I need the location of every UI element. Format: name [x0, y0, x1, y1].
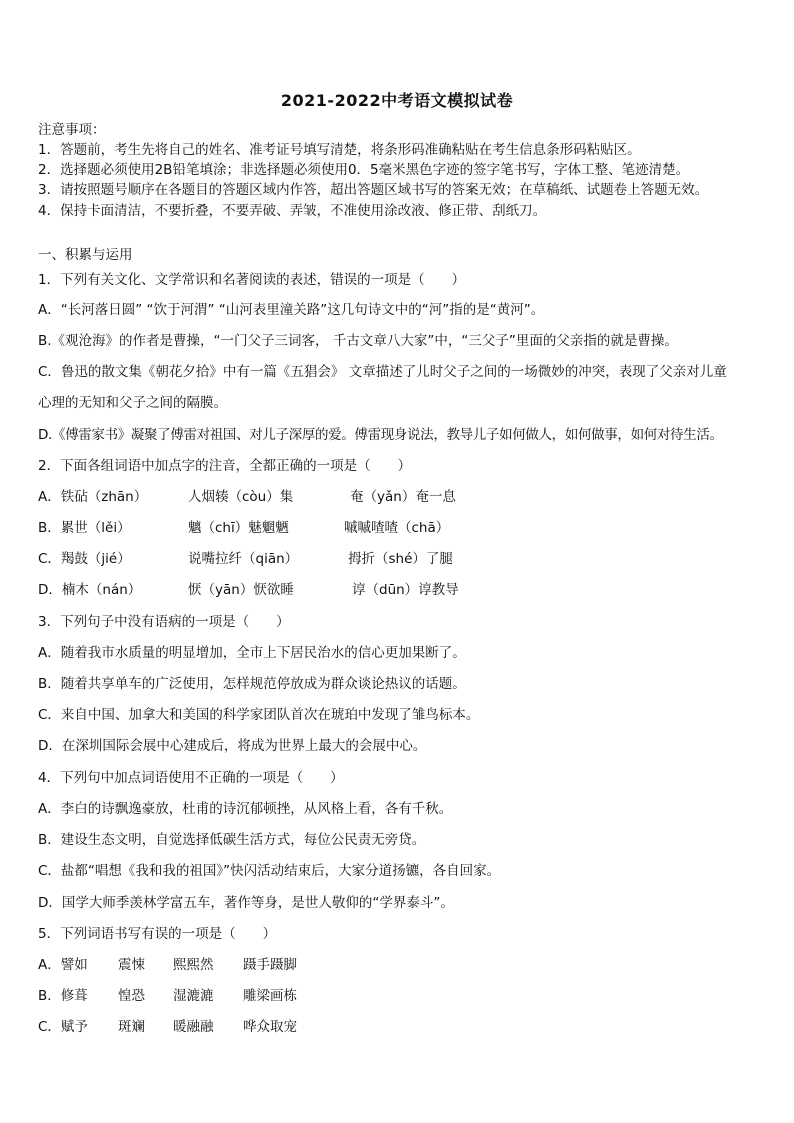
notice-item: 3．请按照题号顺序在各题目的答题区域内作答，超出答题区域书写的答案无效；在草稿纸、试题卷上答题无效。	[38, 182, 709, 198]
option-a-word-3: 奄（yǎn）奄一息	[350, 489, 456, 505]
option-b-word-2: 魑（chī）魅魍魉	[188, 520, 289, 536]
option-b-word-3: 嘁嘁喳喳（chā）	[344, 520, 450, 536]
question-stem: 4．下列句中加点词语使用不正确的一项是（ ）	[38, 770, 344, 786]
option-c-word-3: 哗众取宠	[243, 1019, 297, 1035]
notice-heading: 注意事项：	[38, 122, 106, 138]
option-c: C．鲁迅的散文集《朝花夕拾》中有一篇《五猖会》 文章描述了儿时父子之间的一场微妙的冲突，表现了父亲对儿童	[38, 364, 727, 380]
question-stem: 1．下列有关文化、文学常识和名著阅读的表述，错误的一项是（ ）	[38, 272, 466, 288]
option-a-word-2: 熙熙然	[173, 957, 214, 973]
option-a: A．“长河落日圆” “饮于河渭” “山河表里潼关路”这几句诗文中的“河”指的是“黄河”。	[38, 302, 545, 318]
option-b-word-1: 惶恐	[118, 988, 145, 1004]
question-stem: 5．下列词语书写有误的一项是（ ）	[38, 926, 277, 942]
question-stem: 3．下列句子中没有语病的一项是（ ）	[38, 614, 290, 630]
option-d: D．在深圳国际会展中心建成后，将成为世界上最大的会展中心。	[38, 738, 427, 754]
option-a: A．随着我市水质量的明显增加，全市上下居民治水的信心更加果断了。	[38, 645, 466, 661]
option-c-continued: 心理的无知和父子之间的隔膜。	[38, 395, 227, 411]
option-d-word-2: 恹（yān）恹欲睡	[188, 582, 294, 598]
page-title: 2021-2022中考语文模拟试卷	[280, 91, 514, 110]
notice-item: 1．答题前，考生先将自己的姓名、准考证号填写清楚，将条形码准确粘贴在考生信息条形码粘贴区。	[38, 142, 641, 158]
option-b-word-3: 雕梁画栋	[243, 988, 297, 1004]
option-b-word-2: 湿漉漉	[173, 988, 214, 1004]
option-a: A．铁砧（zhān）	[38, 489, 148, 505]
section-heading: 一、积累与运用	[38, 247, 133, 263]
option-b: B．累世（lěi）	[38, 520, 131, 536]
option-c-word-2: 暖融融	[173, 1019, 214, 1035]
option-d-word-3: 谆（dūn）谆教导	[352, 582, 459, 598]
option-d: D.《傅雷家书》凝聚了傅雷对祖国、对儿子深厚的爱。傅雷现身说法，教导儿子如何做人，如何做事，如何对待生活。	[38, 427, 723, 443]
option-b: B．修葺	[38, 988, 88, 1004]
option-c: C．来自中国、加拿大和美国的科学家团队首次在琥珀中发现了雏鸟标本。	[38, 707, 480, 723]
option-c: C．羯鼓（jié）	[38, 551, 131, 567]
option-c-word-1: 斑斓	[118, 1019, 145, 1035]
notice-item: 2．选择题必须使用2B铅笔填涂；非选择题必须使用0．5毫米黑色字迹的签字笔书写，字体工整、笔迹清楚。	[38, 162, 690, 178]
option-c-word-3: 拇折（shé）了腿	[348, 551, 453, 567]
option-a: A．李白的诗飘逸豪放，杜甫的诗沉郁顿挫，从风格上看，各有千秋。	[38, 801, 453, 817]
option-d: D．楠木（nán）	[38, 582, 142, 598]
option-a: A．譬如	[38, 957, 88, 973]
option-a-word-1: 震悚	[118, 957, 145, 973]
option-b: B．随着共享单车的广泛使用，怎样规范停放成为群众谈论热议的话题。	[38, 676, 466, 692]
option-c: C．赋予	[38, 1019, 88, 1035]
option-a-word-3: 蹑手蹑脚	[243, 957, 297, 973]
question-stem: 2．下面各组词语中加点字的注音，全都正确的一项是（ ）	[38, 458, 412, 474]
notice-item: 4．保持卡面清洁，不要折叠，不要弄破、弄皱，不准使用涂改液、修正带、刮纸刀。	[38, 203, 547, 219]
option-d: D．国学大师季羡林学富五车，著作等身，是世人敬仰的“学界泰斗”。	[38, 895, 454, 911]
option-b: B．建设生态文明，自觉选择低碳生活方式，每位公民责无旁贷。	[38, 832, 426, 848]
option-b: B.《观沧海》的作者是曹操，“一门父子三词客， 千古文章八大家”中，“三父子”里面的父亲指的就是曹操。	[38, 333, 678, 349]
option-c: C．盐都“唱想《我和我的祖国》”快闪活动结束后，大家分道扬镳，各自回家。	[38, 863, 501, 879]
option-c-word-2: 说嘴拉纤（qiān）	[188, 551, 299, 567]
option-a-word-2: 人烟辏（còu）集	[188, 489, 294, 505]
